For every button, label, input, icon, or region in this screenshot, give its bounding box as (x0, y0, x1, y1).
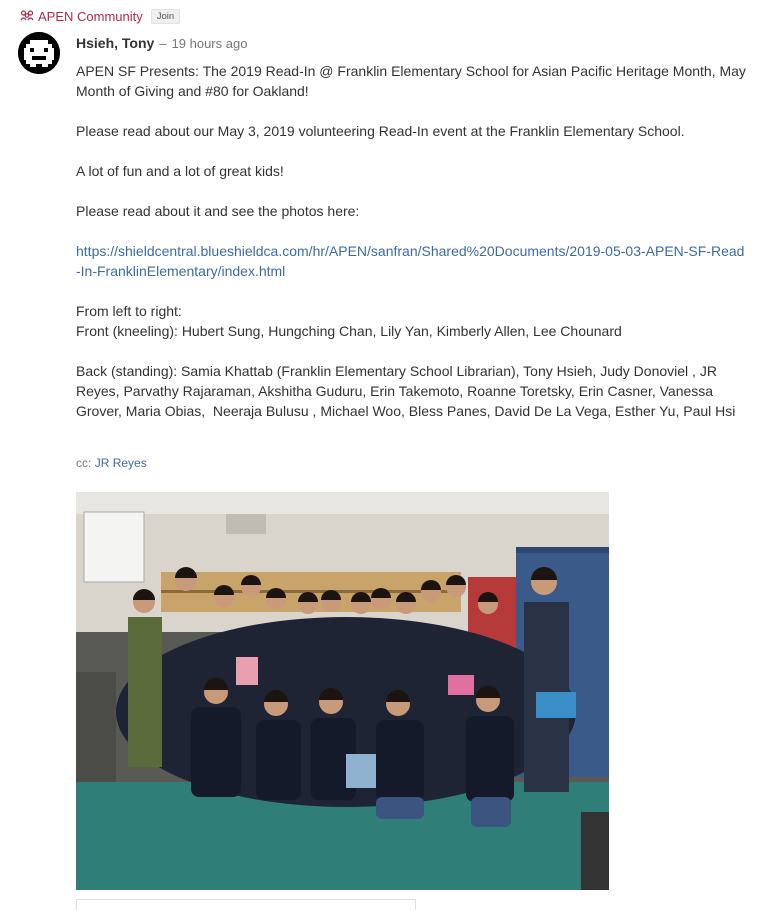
post-header (76, 35, 247, 51)
post-paragraph-fun: A lot of fun and a lot of great kids! (76, 163, 284, 179)
group-photo-image[interactable] (76, 492, 609, 890)
post-paragraph-read: Please read about it and see the photos here: (76, 203, 360, 219)
author-name-link[interactable]: Hsieh, Tony (76, 35, 155, 51)
post-paragraph-event: Please read about our May 3, 2019 volunteering Read-In event at the Franklin Elementary School. (76, 123, 685, 139)
cc-label: cc: (76, 456, 92, 470)
post-timestamp[interactable]: 19 hours ago (171, 36, 248, 51)
event-link[interactable]: https://shieldcentral.blueshieldca.com/hr/APEN/sanfran/Shared%20Documents/2019-05-03-APEN-SF-Read-In-FranklinElementary/index.html (76, 243, 745, 279)
attachment-preview-card[interactable] (76, 899, 416, 910)
post-link-paragraph (76, 241, 746, 281)
community-header (20, 6, 180, 26)
photo-illustration (76, 492, 609, 890)
post-body (76, 61, 750, 441)
post-people-back: Back (standing): Samia Khattab (Franklin Elementary School Librarian), Tony Hsieh, Judy Donoviel , JR Reyes, Parvathy Rajaraman, Akshitha Guduru, Erin Takemoto, Roanne Toretsky, Erin Casner, Vanessa Grover, Maria Obias, Neeraja Bulusu , Michael Woo, Bless Panes, David De La Vega, Esther Yu, Paul Hsi (76, 363, 736, 419)
community-people-icon (20, 9, 34, 23)
post-paragraph-intro: APEN SF Presents: The 2019 Read-In @ Franklin Elementary School for Asian Pacific Heritage Month, May Month of Giving and #80 for Oakland! (76, 63, 750, 99)
join-button[interactable]: Join (151, 9, 180, 24)
avatar-pixel-icon (18, 32, 60, 74)
from-left-label: From left to right: (76, 303, 182, 319)
community-name-link[interactable]: APEN Community (38, 8, 143, 24)
post-people-front (76, 301, 746, 341)
cc-line (76, 456, 147, 470)
front-names: Front (kneeling): Hubert Sung, Hungching Chan, Lily Yan, Kimberly Allen, Lee Chounard (76, 323, 622, 339)
header-separator: – (159, 36, 167, 51)
avatar[interactable] (18, 32, 60, 74)
cc-user-link[interactable]: JR Reyes (94, 456, 147, 470)
